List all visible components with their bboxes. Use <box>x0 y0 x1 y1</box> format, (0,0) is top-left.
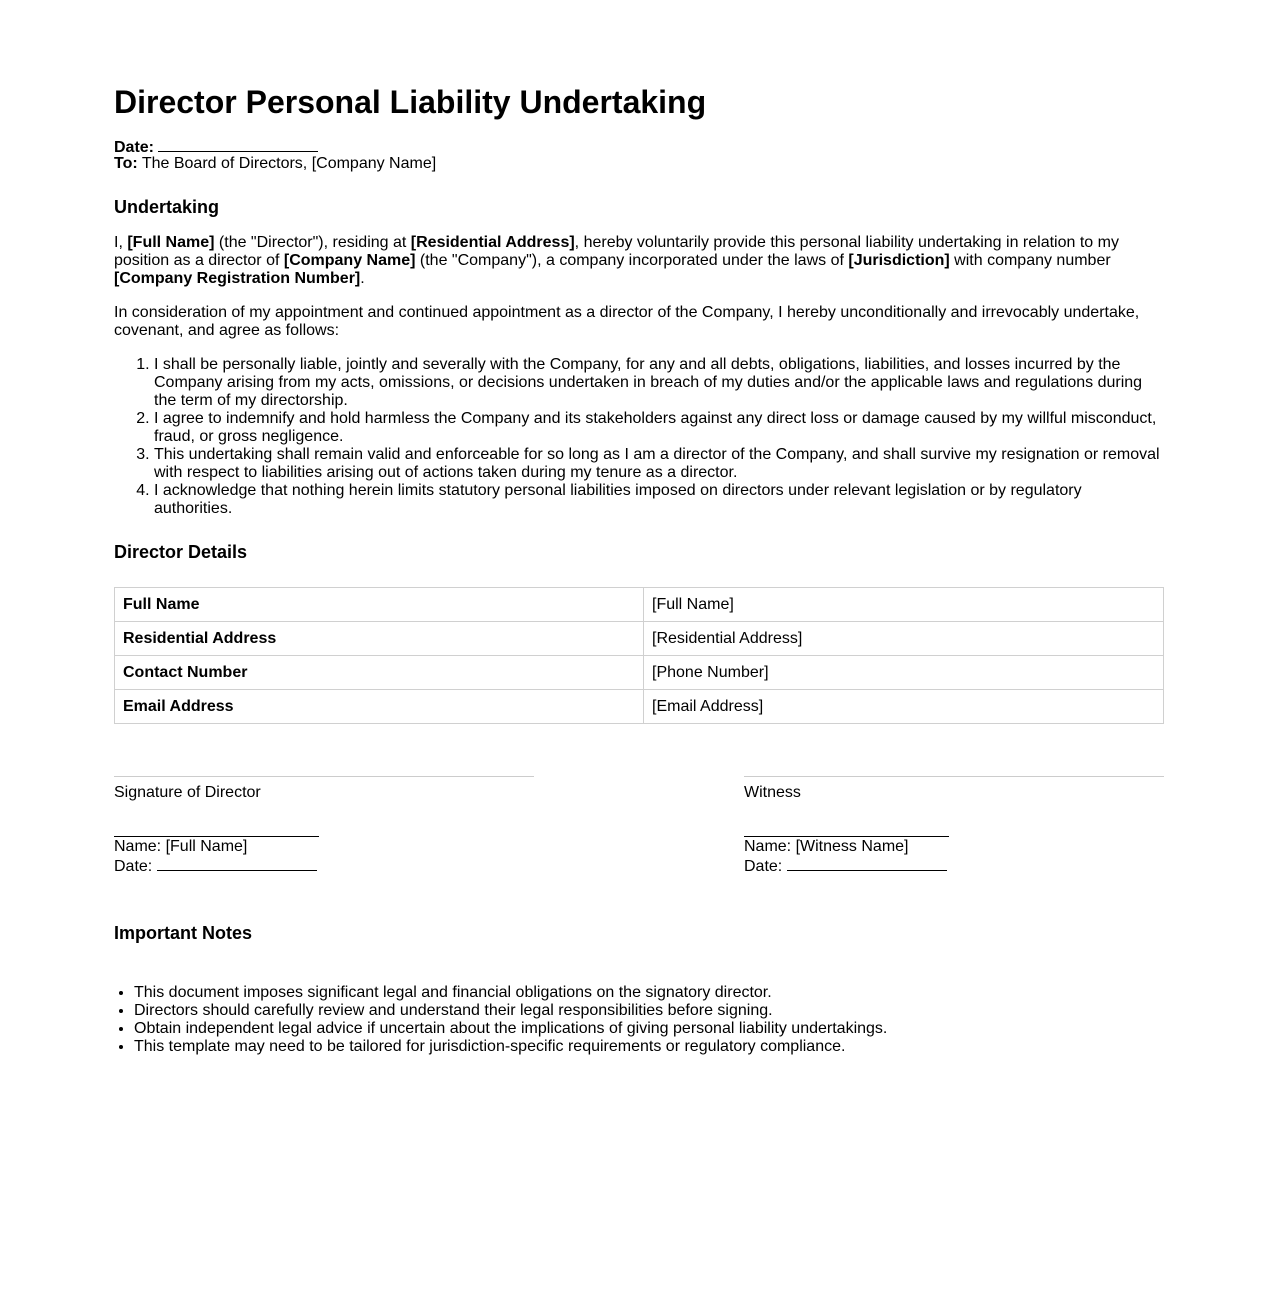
undertaking-terms-list <box>114 356 1164 518</box>
signature-line <box>114 776 534 777</box>
intro-full-name: [Full Name] <box>127 234 215 251</box>
intro-text: . <box>360 270 365 287</box>
list-item: 2. I agree to indemnify and hold harmless the Company and its stakeholders against any direct loss or damage caused by my willful misconduct, fraud, or gross negligence. <box>154 410 1164 446</box>
table-row <box>115 622 1164 656</box>
list-item: • This document imposes significant legal and financial obligations on the signatory director. <box>134 984 1164 1002</box>
important-notes-heading: Important Notes <box>114 923 253 943</box>
director-details-heading: Director Details <box>114 542 248 562</box>
intro-jurisdiction: [Jurisdiction] <box>848 252 950 269</box>
undertaking-intro <box>114 234 1164 288</box>
intro-text: , hereby voluntarily provide this personal liability undertaking in relation to my position as a director of <box>114 234 1119 269</box>
list-item: 1. I shall be personally liable, jointly and severally with the Company, for any and all debts, obligations, liabilities, and losses incurred by the Company arising from my acts, omissions, or decisions undertaken in breach of my duties and/or the applicable laws and regulations during the term of my directorship. <box>154 356 1164 410</box>
director-signature-block <box>114 776 534 875</box>
table-cell-label: Contact Number <box>115 656 644 690</box>
name-line <box>744 836 949 837</box>
intro-address: [Residential Address] <box>410 234 575 251</box>
witness-date-line <box>744 856 947 876</box>
table-row <box>115 588 1164 622</box>
list-item: • Directors should carefully review and understand their legal responsibilities before signing. <box>134 1002 1164 1020</box>
intro-company: [Company Name] <box>283 252 416 269</box>
witness-date-label: Date: <box>744 858 783 875</box>
witness-date-blank <box>787 856 947 871</box>
date-line <box>114 137 318 157</box>
signatory-name: Name: [Full Name] <box>114 838 248 855</box>
signature-date-blank <box>157 856 317 871</box>
witness-caption: Witness <box>744 784 801 801</box>
to-value: The Board of Directors, [Company Name] <box>141 155 437 172</box>
intro-text: (the "Director"), residing at <box>214 234 411 251</box>
intro-text: with company number <box>949 252 1111 269</box>
table-cell-label: Residential Address <box>115 622 644 656</box>
table-cell-value: [Phone Number] <box>644 656 1164 690</box>
date-blank <box>158 137 318 152</box>
signature-caption: Signature of Director <box>114 784 261 801</box>
signature-line <box>744 776 1164 777</box>
table-cell-label: Full Name <box>115 588 644 622</box>
list-item: • This template may need to be tailored for jurisdiction-specific requirements or regulatory compliance. <box>134 1038 1164 1056</box>
table-cell-value: [Residential Address] <box>644 622 1164 656</box>
consideration-paragraph: In consideration of my appointment and continued appointment as a director of the Company, I hereby unconditionally and irrevocably undertake, covenant, and agree as follows: <box>114 304 1140 339</box>
to-label: To: <box>114 155 138 172</box>
important-notes-list <box>114 984 1164 1056</box>
director-details-table <box>114 587 1164 724</box>
date-label: Date: <box>114 139 155 156</box>
list-item: 4. I acknowledge that nothing herein limits statutory personal liabilities imposed on directors under relevant legislation or by regulatory authorities. <box>154 482 1164 518</box>
intro-text: (the "Company"), a company incorporated under the laws of <box>415 252 849 269</box>
signature-date-line <box>114 856 317 876</box>
table-cell-value: [Email Address] <box>644 690 1164 724</box>
witness-name: Name: [Witness Name] <box>744 838 909 855</box>
list-item: 3. This undertaking shall remain valid and enforceable for so long as I am a director of the Company, and shall survive my resignation or removal with respect to liabilities arising out of actions taken during my tenure as a director. <box>154 446 1164 482</box>
table-cell-value: [Full Name] <box>644 588 1164 622</box>
intro-text: I, <box>114 234 128 251</box>
witness-signature-block <box>744 776 1164 875</box>
table-row <box>115 656 1164 690</box>
list-item: • Obtain independent legal advice if uncertain about the implications of giving personal liability undertakings. <box>134 1020 1164 1038</box>
signature-date-label: Date: <box>114 858 153 875</box>
table-cell-label: Email Address <box>115 690 644 724</box>
document-title: Director Personal Liability Undertaking <box>114 84 707 120</box>
to-line <box>114 155 436 173</box>
intro-registration-number: [Company Registration Number] <box>114 270 361 287</box>
table-row <box>115 690 1164 724</box>
name-line <box>114 836 319 837</box>
undertaking-heading: Undertaking <box>114 197 220 217</box>
